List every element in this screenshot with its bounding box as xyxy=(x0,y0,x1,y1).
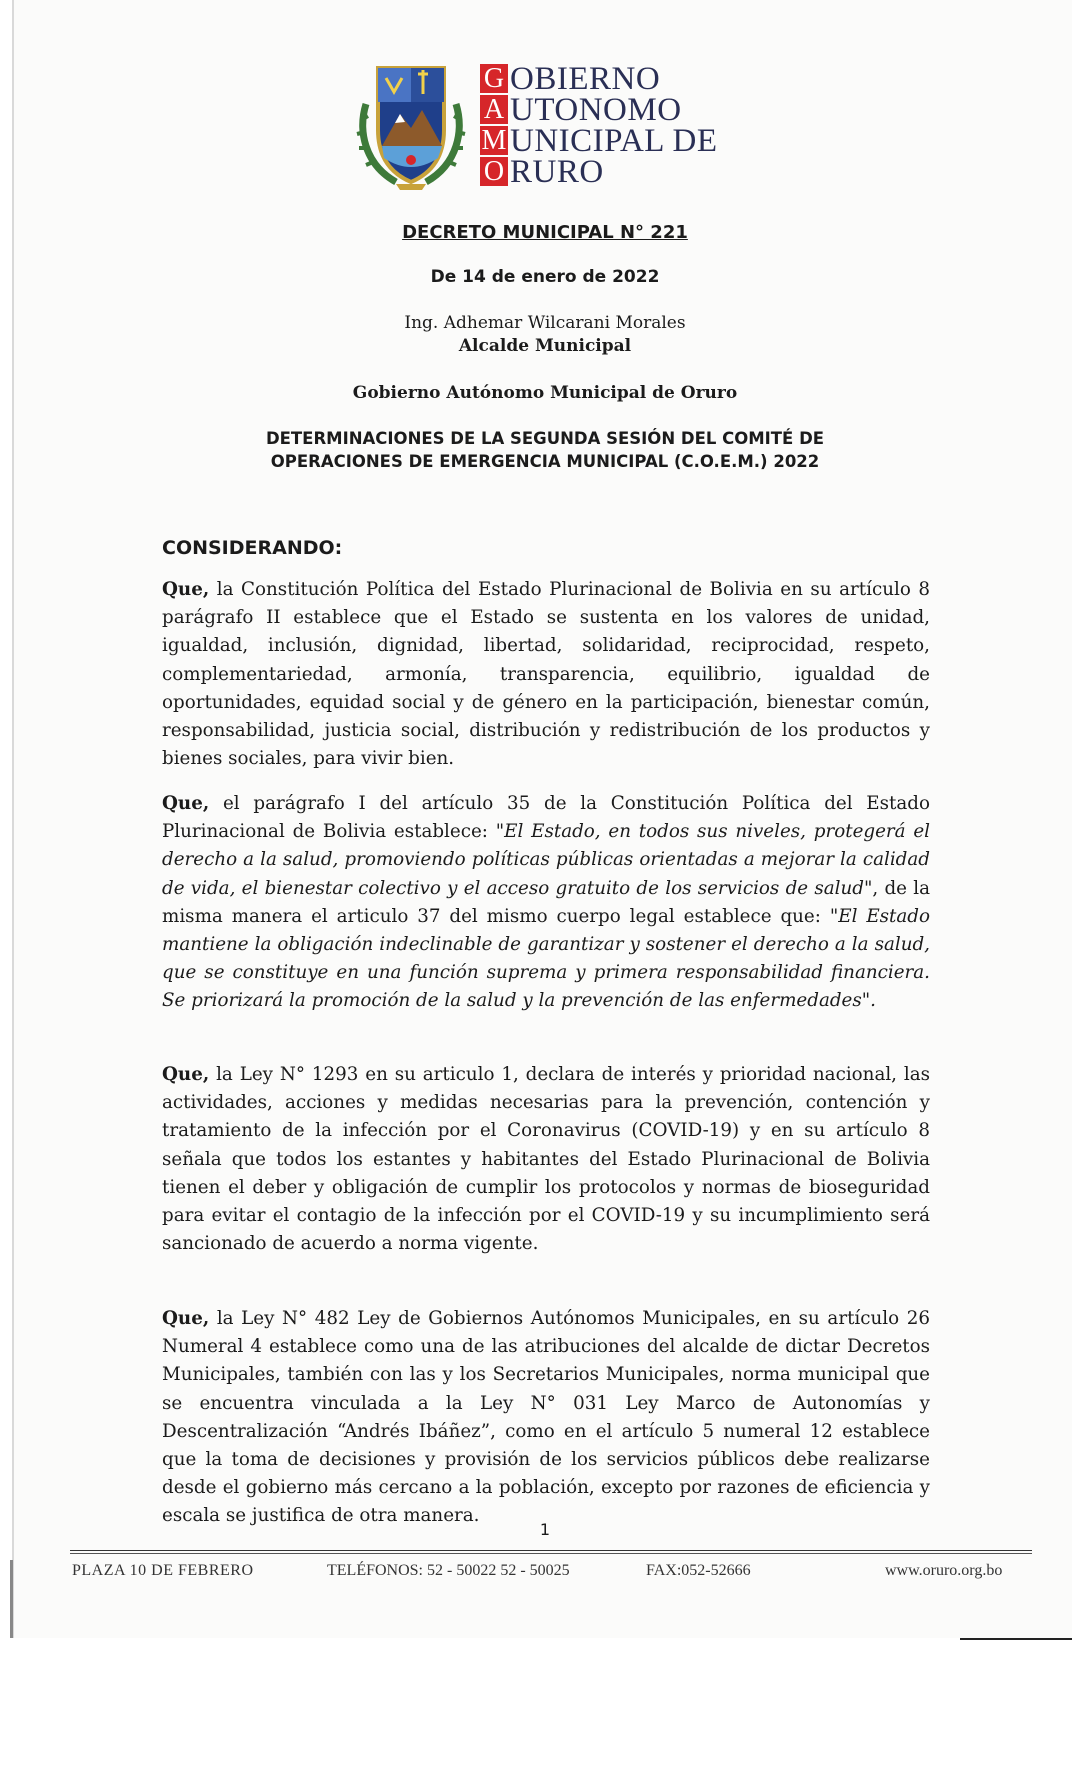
paragraph-lead: Que, xyxy=(162,1308,210,1329)
decree-title: DECRETO MUNICIPAL N° 221 xyxy=(402,222,688,243)
legal-quote: "El Estado mantiene la obligación indeclinable de garantizar y sostener el derecho a la salud, que se constituye en una función suprema y primera responsabilidad financiera. Se priorizará la promoción de la salud y la prevención de las enfermedades". xyxy=(162,905,930,1012)
scan-edge xyxy=(960,1638,1072,1640)
footer-address: PLAZA 10 DE FEBRERO xyxy=(72,1562,254,1579)
considering-paragraph xyxy=(162,576,930,773)
paragraph-lead: Que, xyxy=(162,1064,210,1085)
logo-word: RURO xyxy=(510,154,604,190)
subject-line: OPERACIONES DE EMERGENCIA MUNICIPAL (C.O.E.M.) 2022 xyxy=(270,452,820,471)
coat-of-arms-icon xyxy=(356,60,466,192)
scan-edge xyxy=(10,1560,13,1638)
considering-paragraph xyxy=(162,790,930,1016)
footer-website: www.oruro.org.bo xyxy=(885,1562,1003,1579)
paragraph-text: , de la misma manera el articulo 37 del mismo cuerpo legal establece que: xyxy=(162,877,931,927)
decree-subject xyxy=(0,427,1090,473)
footer-divider xyxy=(70,1553,1032,1554)
paragraph-lead: Que, xyxy=(162,579,210,600)
logo-initial: O xyxy=(480,157,508,186)
page-number: 1 xyxy=(539,1520,551,1539)
footer-divider xyxy=(70,1550,1032,1551)
footer-fax: FAX:052-52666 xyxy=(646,1562,751,1579)
municipal-logo xyxy=(356,60,732,194)
logo-initial: G xyxy=(480,64,508,93)
legal-quote: "El Estado, en todos sus niveles, protegerá el derecho a la salud, promoviendo políticas públicas orientadas a mejorar la calidad de vida, el bienestar colectivo y el acceso gratuito de los servicios de salud" xyxy=(162,821,931,899)
government-name: Gobierno Autónomo Municipal de Oruro xyxy=(352,383,738,403)
paragraph-text: la Ley N° 482 Ley de Gobiernos Autónomos Municipales, en su artículo 26 Numeral 4 establece como una de las atribuciones del alcalde de dictar Decretos Municipales, también con las y los Secretarios Municipales, norma municipal que se encuentra vinculada a la Ley N° 031 Ley Marco de Autonomías y Descentralización “Andrés Ibáñez”, como en el artículo 5 numeral 12 establece que la toma de decisiones y provisión de los servicios públicos debe realizarse desde el gobierno más cercano a la población, excepto por razones de eficiencia y escala se justifica de otra manera. xyxy=(162,1308,930,1527)
logo-initial: M xyxy=(481,125,507,156)
logo-word: UNICIPAL DE xyxy=(510,123,718,159)
paragraph-text: el parágrafo I del artículo 35 de la Constitución Política del Estado Plurinacional de Bolivia establece: xyxy=(162,793,930,843)
logo-word: UTONOMO xyxy=(510,92,682,128)
logo-word: OBIERNO xyxy=(510,61,661,97)
decree-date: De 14 de enero de 2022 xyxy=(430,267,660,287)
paragraph-text: la Constitución Política del Estado Plurinacional de Bolivia en su artículo 8 parágrafo II establece que el Estado se sustenta en los valores de unidad, igualdad, inclusión, dignidad, libertad, solidaridad, reciprocidad, respeto, complementariedad, armonía, transparencia, equilibrio, igualdad de oportunidades, equidad social y de género en la participación, bienestar común, responsabilidad, justicia social, distribución y redistribución de los productos y bienes sociales, para vivir bien. xyxy=(162,579,930,770)
section-heading: CONSIDERANDO: xyxy=(162,537,343,559)
logo-initial: A xyxy=(480,95,508,124)
considering-paragraph xyxy=(162,1061,930,1258)
mayor-role: Alcalde Municipal xyxy=(458,336,632,356)
considering-paragraph xyxy=(162,1305,930,1531)
mayor-name: Ing. Adhemar Wilcarani Morales xyxy=(404,313,686,333)
subject-line: DETERMINACIONES DE LA SEGUNDA SESIÓN DEL COMITÉ DE xyxy=(265,429,825,448)
paragraph-text: la Ley N° 1293 en su articulo 1, declara de interés y prioridad nacional, las actividades, acciones y medidas necesarias para la prevención, contención y tratamiento de la infección por el Coronavirus (COVID-19) y en su artículo 8 señala que todos los estantes y habitantes del Estado Plurinacional de Bolivia tienen el deber y obligación de cumplir los protocolos y normas de bioseguridad para evitar el contagio de la infección por el COVID-19 y su incumplimiento será sancionado de acuerdo a norma vigente. xyxy=(162,1064,930,1255)
footer-phones: TELÉFONOS: 52 - 50022 52 - 50025 xyxy=(327,1562,570,1579)
paragraph-lead: Que, xyxy=(162,793,210,814)
